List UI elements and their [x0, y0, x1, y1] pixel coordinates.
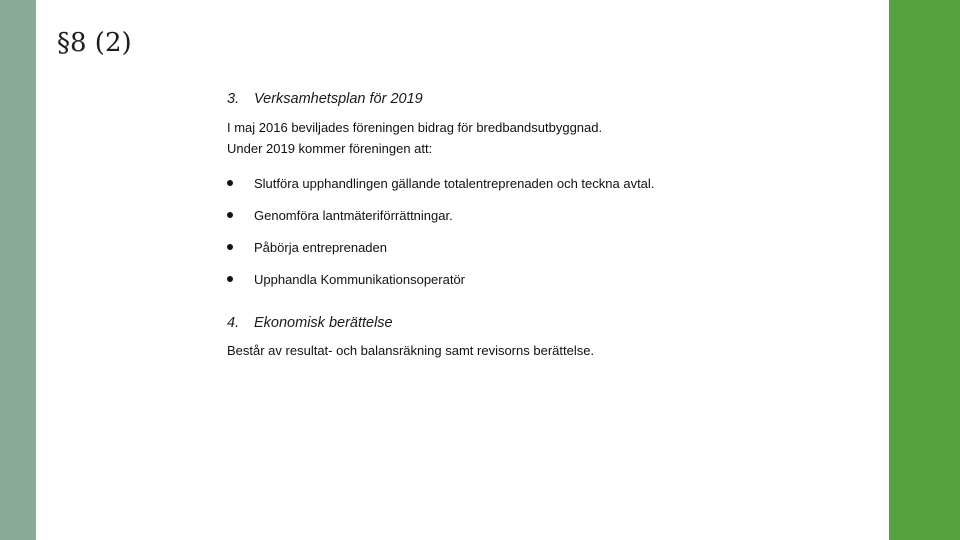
slide-title: §8 (2) — [57, 28, 132, 58]
bullet-text: Genomföra lantmäteriförrättningar. — [254, 208, 453, 223]
economic-paragraph: Består av resultat- och balansräkning samt revisorns berättelse. — [227, 343, 595, 358]
bullet-text: Upphandla Kommunikationsoperatör — [254, 272, 466, 287]
bullet-text: Påbörja entreprenaden — [254, 240, 387, 255]
section-heading-ekonomisk — [227, 312, 867, 334]
bullet-item — [227, 205, 714, 226]
slide-content — [227, 88, 867, 361]
left-accent-bar — [0, 0, 36, 540]
section-heading-verksamhetsplan — [227, 88, 867, 110]
intro-line: Under 2019 kommer föreningen att: — [227, 141, 433, 156]
bullet-item — [227, 173, 714, 194]
plan-bullet-list — [227, 173, 867, 290]
section-title: Ekonomisk berättelse — [254, 315, 393, 331]
bullet-dot-icon — [227, 212, 233, 218]
bullet-dot-icon — [227, 180, 233, 186]
section-number: 3. — [227, 91, 240, 107]
intro-line: I maj 2016 beviljades föreningen bidrag för bredbandsutbyggnad. — [227, 120, 603, 135]
intro-paragraph — [227, 117, 867, 159]
bullet-item — [227, 269, 714, 290]
bullet-item — [227, 237, 714, 258]
bullet-text: Slutföra upphandlingen gällande totalentreprenaden och teckna avtal. — [254, 176, 655, 191]
section-number: 4. — [227, 315, 240, 331]
bullet-dot-icon — [227, 244, 233, 250]
right-accent-bar — [889, 0, 960, 540]
section-title: Verksamhetsplan för 2019 — [254, 91, 423, 107]
bullet-dot-icon — [227, 276, 233, 282]
